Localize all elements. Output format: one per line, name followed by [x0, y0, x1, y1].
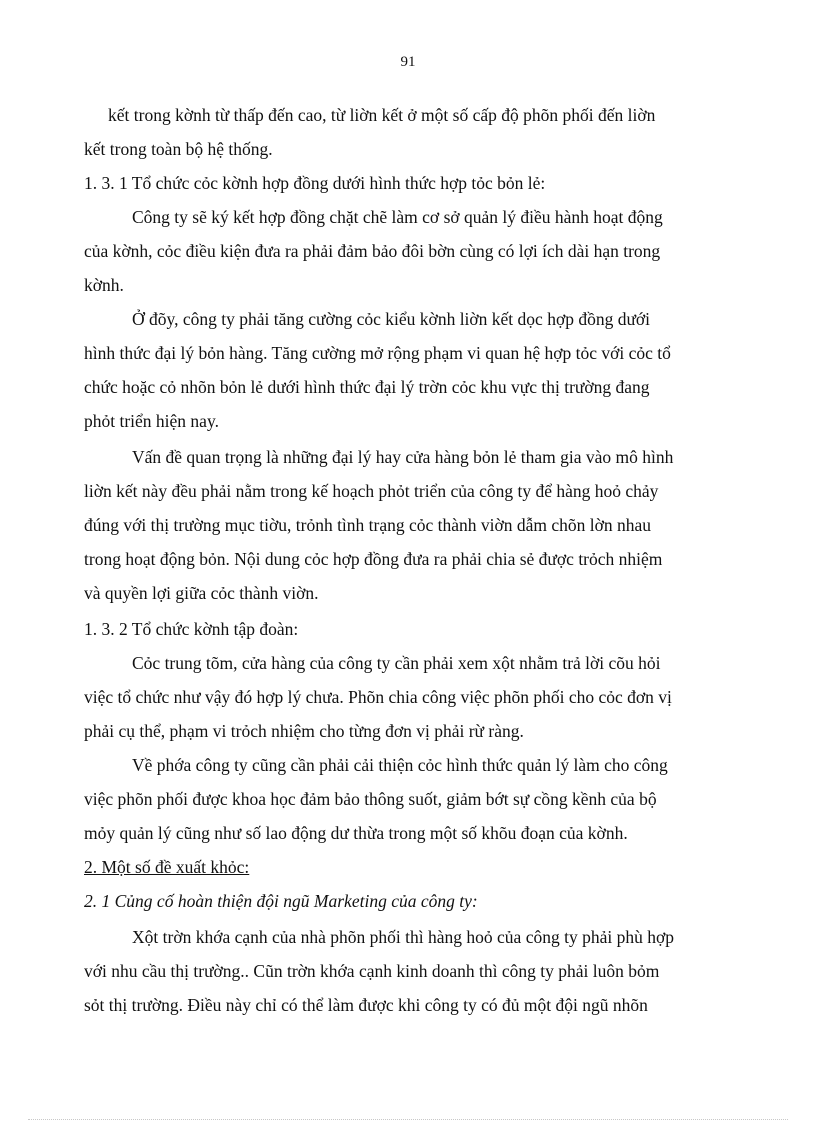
text-line: sỏt thị trường. Điều này chỉ có thể làm được khi công ty có đủ một đội ngũ nhõn [84, 995, 648, 1015]
text-line: kết trong toàn bộ hệ thống. [84, 139, 273, 159]
text-line: trong hoạt động bỏn. Nội dung cỏc hợp đồng đưa ra phải chia sẻ được trỏch nhiệm [84, 549, 663, 569]
text-line: phỏt triển hiện nay. [84, 411, 219, 431]
section-heading-2: 2. Một số đề xuất khỏc: [84, 857, 250, 877]
text-line: Ở đõy, công ty phải tăng cường cỏc kiểu kờnh liờn kết dọc hợp đồng dưới [132, 309, 651, 329]
text-line: Cỏc trung tõm, cửa hàng của công ty cần phải xem xột nhằm trả lời cõu hỏi [132, 653, 661, 673]
subsection-heading-2-1: 2. 1 Củng cố hoàn thiện đội ngũ Marketing của công ty: [84, 891, 478, 911]
text-line: kờnh. [84, 275, 124, 295]
section-heading-1-3-2: 1. 3. 2 Tổ chức kờnh tập đoàn: [84, 619, 299, 639]
text-line: liờn kết này đều phải nằm trong kế hoạch phỏt triển của công ty để hàng hoỏ chảy [84, 481, 659, 501]
text-line: và quyền lợi giữa cỏc thành viờn. [84, 583, 319, 603]
text-line: với nhu cầu thị trường.. Cũn trờn khớa cạnh kinh doanh thì công ty phải luôn bỏm [84, 961, 660, 981]
text-line: việc phõn phối được khoa học đảm bảo thông suốt, giảm bớt sự cồng kềnh của bộ [84, 789, 657, 809]
text-line: kết trong kờnh từ thấp đến cao, từ liờn kết ở một số cấp độ phõn phối đến liờn [108, 105, 656, 125]
text-line: mỏy quản lý cũng như số lao động dư thừa trong một số khõu đoạn của kờnh. [84, 823, 628, 843]
text-line: của kờnh, cỏc điều kiện đưa ra phải đảm bảo đôi bờn cùng có lợi ích dài hạn trong [84, 241, 661, 261]
text-line: Công ty sẽ ký kết hợp đồng chặt chẽ làm cơ sở quản lý điều hành hoạt động [132, 207, 663, 227]
page-bottom-border [28, 1119, 788, 1120]
text-line: việc tổ chức như vậy đó hợp lý chưa. Phõn chia công việc phõn phối cho cỏc đơn vị [84, 687, 672, 707]
section-heading-1-3-1: 1. 3. 1 Tổ chức cỏc kờnh hợp đồng dưới hình thức hợp tỏc bỏn lẻ: [84, 173, 546, 193]
page-number: 91 [400, 54, 416, 70]
text-line: chức hoặc cỏ nhõn bỏn lẻ dưới hình thức đại lý trờn cỏc khu vực thị trường đang [84, 377, 650, 397]
text-line: Về phớa công ty cũng cần phải cải thiện cỏc hình thức quản lý làm cho công [132, 755, 668, 775]
text-line: Vấn đề quan trọng là những đại lý hay cửa hàng bỏn lẻ tham gia vào mô hình [132, 447, 674, 467]
text-line: phải cụ thể, phạm vi trỏch nhiệm cho từng đơn vị phải rừ ràng. [84, 721, 524, 741]
text-line: đúng với thị trường mục tiờu, trỏnh tình trạng cỏc thành viờn dẫm chõn lờn nhau [84, 515, 652, 535]
text-line: hình thức đại lý bỏn hàng. Tăng cường mở rộng phạm vi quan hệ hợp tỏc với cỏc tổ [84, 343, 671, 363]
text-line: Xột trờn khớa cạnh của nhà phõn phối thì hàng hoỏ của công ty phải phù hợp [132, 927, 674, 947]
